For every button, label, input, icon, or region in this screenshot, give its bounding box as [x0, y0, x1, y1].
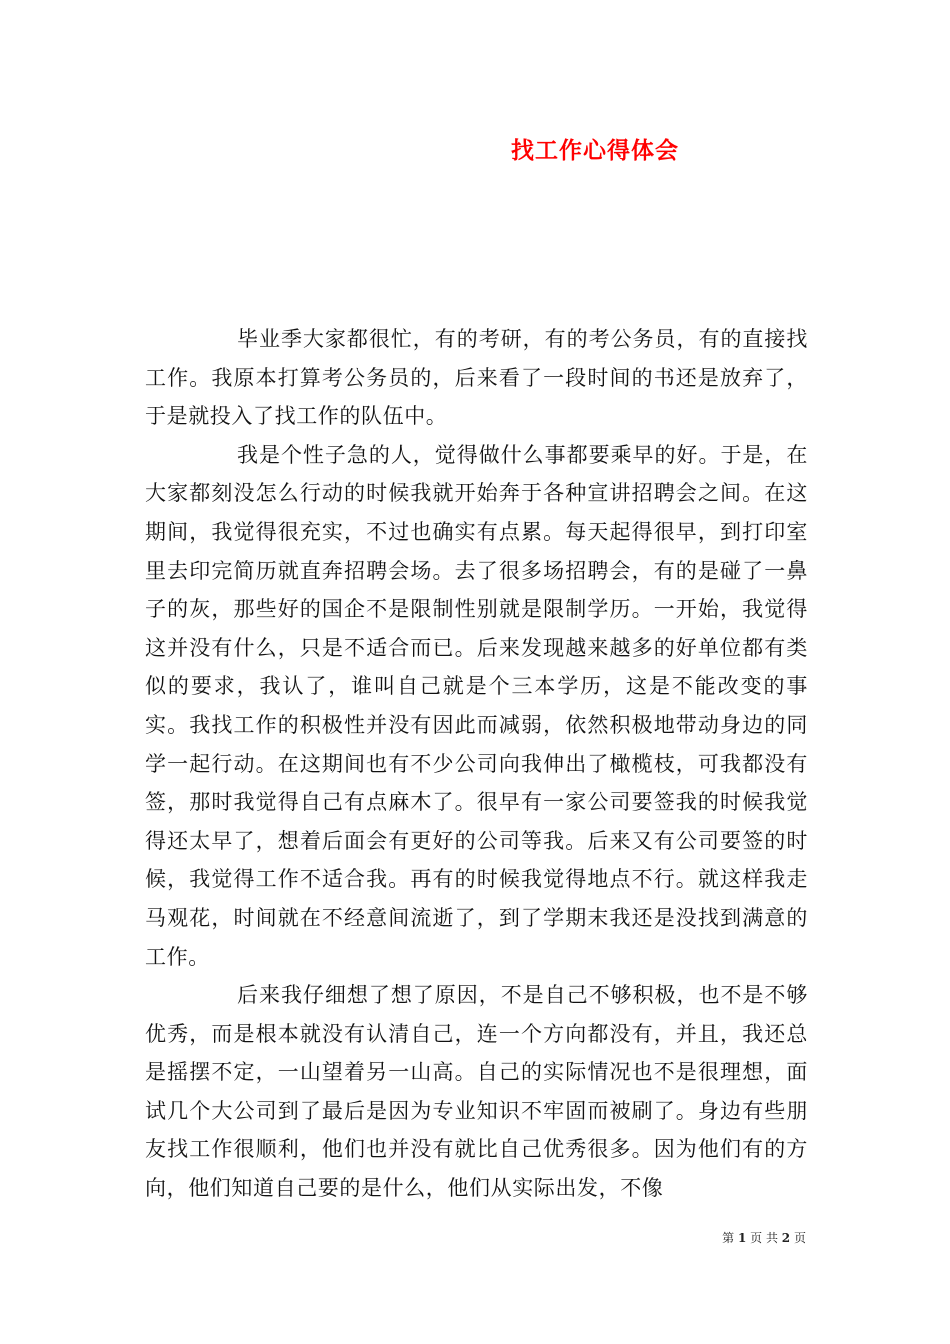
footer-suffix: 页: [793, 1231, 806, 1245]
document-body: [145, 320, 808, 1208]
footer-total-pages: 2: [781, 1231, 791, 1245]
document-title: 找工作心得体会: [511, 137, 679, 164]
page-footer: [0, 1230, 806, 1246]
paragraph-1: 毕业季大家都很忙，有的考研，有的考公务员，有的直接找工作。我原本打算考公务员的，后来看了一段时间的书还是放弃了，于是就投入了找工作的队伍中。: [145, 327, 808, 429]
paragraph-3: 后来我仔细想了想了原因，不是自己不够积极，也不是不够优秀，而是根本就没有认清自己，连一个方向都没有，并且，我还总是摇摆不定，一山望着另一山高。自己的实际情况也不是很理想，面试几个大公司到了最后是因为专业知识不牢固而被刷了。身边有些朋友找工作很顺利，他们也并没有就比自己优秀很多。因为他们有的方向，他们知道自己要的是什么，他们从实际出发，不像: [145, 983, 808, 1201]
footer-current-page: 1: [737, 1231, 747, 1245]
footer-prefix: 第: [722, 1231, 735, 1245]
paragraph-2: 我是个性子急的人，觉得做什么事都要乘早的好。于是，在大家都刻没怎么行动的时候我就开始奔于各种宣讲招聘会之间。在这期间，我觉得很充实，不过也确实有点累。每天起得很早，到打印室里去印完简历就直奔招聘会场。去了很多场招聘会，有的是碰了一鼻子的灰，那些好的国企不是限制性别就是限制学历。一开始，我觉得这并没有什么，只是不适合而已。后来发现越来越多的好单位都有类似的要求，我认了，谁叫自己就是个三本学历，这是不能改变的事实。我找工作的积极性并没有因此而减弱，依然积极地带动身边的同学一起行动。在这期间也有不少公司向我伸出了橄榄枝，可我都没有签，那时我觉得自己有点麻木了。很早有一家公司要签我的时候我觉得还太早了，想着后面会有更好的公司等我。后来又有公司要签的时候，我觉得工作不适合我。再有的时候我觉得地点不行。就这样我走马观花，时间就在不经意间流逝了，到了学期末我还是没找到满意的工作。: [145, 442, 808, 969]
footer-middle: 页 共: [750, 1231, 778, 1245]
